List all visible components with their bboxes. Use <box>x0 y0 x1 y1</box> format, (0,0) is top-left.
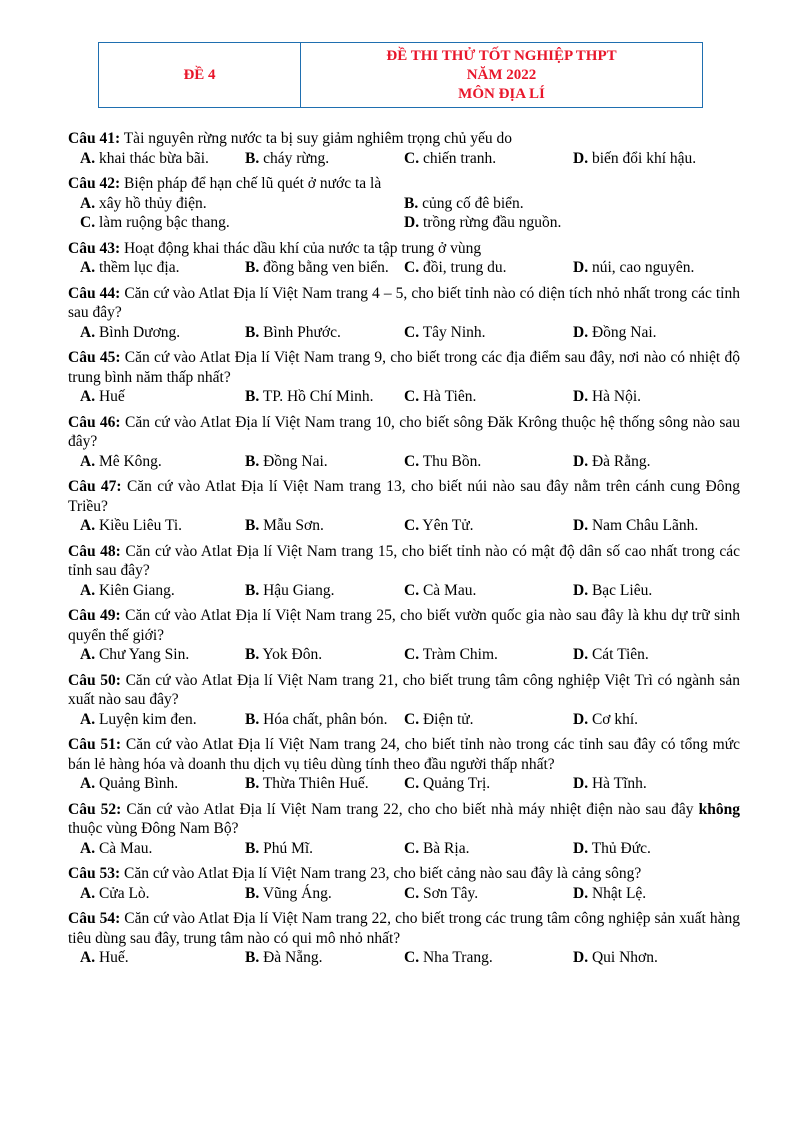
answer-options <box>68 323 740 343</box>
option-text: Nhật Lệ. <box>591 884 647 902</box>
option-letter: B. <box>245 149 260 167</box>
option-text: Đồng Nai. <box>263 452 328 470</box>
option-letter: C. <box>404 949 420 966</box>
option-text: Mê Kông. <box>98 452 162 470</box>
question-text: Căn cứ vào Atlat Địa lí Việt Nam trang 22, cho cho biết nhà máy nhiệt điện nào sau đây <box>126 800 699 818</box>
question-label: Câu 49: <box>68 607 121 624</box>
option-text: Quảng Bình. <box>98 775 179 792</box>
question-stem <box>68 174 740 194</box>
option-text: Đồng Nai. <box>591 323 657 341</box>
answer-option <box>404 581 573 601</box>
answer-option <box>245 774 404 794</box>
question-label: Câu 45: <box>68 349 121 366</box>
question-label: Câu 51: <box>68 736 122 753</box>
option-letter: C. <box>404 775 420 792</box>
question-text: Căn cứ vào Atlat Địa lí Việt Nam trang 13, cho biết núi nào sau đây nằm trên cánh cung Đông Triều? <box>68 478 740 515</box>
question-stem <box>68 284 740 323</box>
option-text: Kiên Giang. <box>98 581 175 599</box>
answer-option <box>573 452 651 472</box>
answer-option <box>80 452 245 472</box>
option-text: Chư Yang Sin. <box>98 646 190 663</box>
answer-options <box>68 258 740 278</box>
option-letter: A. <box>80 839 96 857</box>
answer-option <box>404 323 573 343</box>
option-letter: A. <box>80 884 96 902</box>
question-stem <box>68 239 740 259</box>
answer-option <box>404 452 573 472</box>
option-letter: B. <box>245 452 260 470</box>
question-label: Câu 43: <box>68 239 121 257</box>
answer-option <box>80 258 245 278</box>
answer-option <box>404 258 573 278</box>
option-text: chiến tranh. <box>422 149 497 167</box>
answer-option <box>245 645 404 665</box>
option-text: biến đổi khí hậu. <box>591 149 697 167</box>
option-letter: D. <box>404 214 420 231</box>
answer-option <box>245 884 404 904</box>
option-text: Huế <box>98 388 125 405</box>
answer-option <box>80 516 245 536</box>
answer-options <box>68 387 740 407</box>
option-letter: C. <box>404 323 420 341</box>
answer-option <box>404 774 573 794</box>
option-letter: D. <box>573 710 589 728</box>
option-letter: C. <box>80 214 96 231</box>
option-letter: C. <box>404 517 420 534</box>
question-text: Biện pháp để hạn chế lũ quét ở nước ta là <box>123 175 382 192</box>
option-text: Cà Mau. <box>98 839 153 857</box>
answer-option <box>404 948 573 968</box>
option-letter: C. <box>404 710 420 728</box>
option-letter: C. <box>404 149 420 167</box>
option-letter: A. <box>80 194 96 212</box>
option-letter: D. <box>573 388 589 405</box>
option-letter: A. <box>80 149 96 167</box>
answer-option <box>245 149 404 169</box>
question-label: Câu 53: <box>68 865 121 882</box>
answer-option <box>80 884 245 904</box>
answer-options <box>68 948 740 968</box>
answer-option <box>245 258 404 278</box>
question-48 <box>68 542 740 601</box>
option-letter: B. <box>245 259 260 276</box>
answer-option <box>404 387 573 407</box>
answer-option <box>245 839 404 859</box>
option-text: Phú Mĩ. <box>263 839 314 857</box>
answer-options <box>68 839 740 859</box>
question-49 <box>68 606 740 665</box>
option-letter: C. <box>404 884 420 902</box>
answer-option <box>404 645 573 665</box>
answer-options <box>68 194 740 233</box>
option-letter: B. <box>245 775 260 792</box>
option-text: Điện tử. <box>422 710 474 728</box>
option-text: Cửa Lò. <box>98 884 150 902</box>
option-letter: B. <box>245 517 260 534</box>
option-letter: A. <box>80 581 96 599</box>
exam-subject: MÔN ĐỊA LÍ <box>458 85 545 102</box>
answer-option <box>80 645 245 665</box>
question-stem <box>68 800 740 839</box>
question-stem <box>68 909 740 948</box>
option-text: Hà Nội. <box>591 388 642 405</box>
option-text: Huế. <box>98 949 129 966</box>
question-text: Căn cứ vào Atlat Địa lí Việt Nam trang 22, cho biết trong các trung tâm công nghiệp sản xuất hàng tiêu dùng sau đây, trung tâm nào có qui mô nhỏ nhất? <box>68 910 740 947</box>
question-text: Căn cứ vào Atlat Địa lí Việt Nam trang 25, cho biết vườn quốc gia nào sau đây là khu dự trữ sinh quyển thế giới? <box>68 607 740 644</box>
question-44 <box>68 284 740 343</box>
option-text: Đà Nẵng. <box>263 949 323 966</box>
question-label: Câu 41: <box>68 130 121 147</box>
answer-option <box>80 387 245 407</box>
option-text: Sơn Tây. <box>422 884 479 902</box>
option-text: thềm lục địa. <box>98 259 180 276</box>
option-text: Tràm Chim. <box>422 646 498 663</box>
option-letter: C. <box>404 388 420 405</box>
answer-option <box>573 387 641 407</box>
option-letter: D. <box>573 775 589 792</box>
option-text: Tây Ninh. <box>422 323 486 341</box>
question-text: Căn cứ vào Atlat Địa lí Việt Nam trang 10, cho biết sông Đăk Krông thuộc hệ thống sông nào sau đây? <box>68 413 740 450</box>
option-letter: D. <box>573 884 589 902</box>
option-letter: B. <box>245 323 260 341</box>
option-text: Hậu Giang. <box>263 581 335 599</box>
option-letter: D. <box>573 581 589 599</box>
answer-options <box>68 645 740 665</box>
answer-option <box>80 581 245 601</box>
answer-option <box>245 948 404 968</box>
question-54 <box>68 909 740 968</box>
answer-option <box>80 710 245 730</box>
question-stem <box>68 477 740 516</box>
answer-option <box>573 258 694 278</box>
option-letter: B. <box>245 949 260 966</box>
question-stem <box>68 735 740 774</box>
answer-option <box>404 884 573 904</box>
option-text: Thừa Thiên Huế. <box>262 775 369 792</box>
question-text: Căn cứ vào Atlat Địa lí Việt Nam trang 4 – 5, cho biết tỉnh nào có diện tích nhỏ nhất trong các tỉnh sau đây? <box>68 284 740 321</box>
answer-option <box>80 194 404 214</box>
question-45 <box>68 348 740 407</box>
exam-header <box>98 42 703 108</box>
option-letter: C. <box>404 646 420 663</box>
question-stem <box>68 606 740 645</box>
question-label: Câu 48: <box>68 542 121 560</box>
option-text: Bình Dương. <box>98 323 181 341</box>
option-text: đồi, trung du. <box>422 259 507 276</box>
option-letter: A. <box>80 775 96 792</box>
question-label: Câu 46: <box>68 413 121 431</box>
option-text: Nam Châu Lãnh. <box>591 517 699 534</box>
answer-option <box>573 516 698 536</box>
question-46 <box>68 413 740 472</box>
option-letter: A. <box>80 323 96 341</box>
question-label: Câu 44: <box>68 284 121 302</box>
option-letter: C. <box>404 259 420 276</box>
answer-option <box>573 581 652 601</box>
option-text: TP. Hồ Chí Minh. <box>262 388 374 405</box>
option-text: Bà Rịa. <box>422 839 470 857</box>
option-letter: A. <box>80 517 96 534</box>
question-label: Câu 42: <box>68 175 121 192</box>
option-text: khai thác bừa bãi. <box>98 149 209 167</box>
answer-options <box>68 581 740 601</box>
question-stem <box>68 671 740 710</box>
option-text: Hà Tiên. <box>422 388 477 405</box>
option-letter: C. <box>404 581 420 599</box>
answer-options <box>68 710 740 730</box>
option-text: cháy rừng. <box>263 149 330 167</box>
question-41 <box>68 129 740 168</box>
question-text: Căn cứ vào Atlat Địa lí Việt Nam trang 23, cho biết cảng nào sau đây là cảng sông? <box>123 865 642 882</box>
option-text: Bạc Liêu. <box>591 581 653 599</box>
option-text: củng cố đê biển. <box>422 194 524 212</box>
option-letter: A. <box>80 388 96 405</box>
question-stem <box>68 129 740 149</box>
option-text: Quảng Trị. <box>422 775 491 792</box>
option-letter: B. <box>404 194 419 212</box>
option-letter: A. <box>80 949 96 966</box>
option-text: Hà Tĩnh. <box>591 775 647 792</box>
option-text: đồng bằng ven biển. <box>263 259 389 276</box>
question-label: Câu 47: <box>68 478 122 495</box>
option-text: xây hồ thủy điện. <box>98 194 207 212</box>
option-text: trồng rừng đầu nguồn. <box>422 214 562 231</box>
answer-options <box>68 149 740 169</box>
question-list <box>68 129 740 974</box>
option-text: Yok Đôn. <box>262 646 323 663</box>
option-letter: D. <box>573 949 589 966</box>
question-stem <box>68 864 740 884</box>
answer-option <box>80 774 245 794</box>
answer-option <box>404 213 728 233</box>
exam-title-block <box>301 43 702 107</box>
answer-option <box>245 452 404 472</box>
answer-option <box>404 839 573 859</box>
question-text: Căn cứ vào Atlat Địa lí Việt Nam trang 9, cho biết trong các địa điểm sau đây, nơi nào có nhiệt độ trung bình năm thấp nhất? <box>68 349 740 386</box>
answer-options <box>68 774 740 794</box>
question-text: thuộc vùng Đông Nam Bộ? <box>68 820 239 837</box>
option-letter: A. <box>80 452 96 470</box>
answer-option <box>573 710 638 730</box>
option-text: Yên Tử. <box>422 517 474 534</box>
question-42 <box>68 174 740 233</box>
question-text: Tài nguyên rừng nước ta bị suy giảm nghiêm trọng chủ yếu do <box>123 130 513 147</box>
question-text: Căn cứ vào Atlat Địa lí Việt Nam trang 15, cho biết tỉnh nào có mật độ dân số cao nhất trong các tỉnh sau đây? <box>68 542 740 579</box>
exam-code: ĐỀ 4 <box>99 43 301 107</box>
answer-option <box>404 710 573 730</box>
option-text: Nha Trang. <box>422 949 493 966</box>
question-51 <box>68 735 740 794</box>
option-letter: B. <box>245 839 260 857</box>
option-letter: C. <box>404 452 420 470</box>
answer-option <box>404 516 573 536</box>
option-text: Bình Phước. <box>263 323 341 341</box>
option-letter: D. <box>573 452 589 470</box>
answer-options <box>68 516 740 536</box>
question-text: Căn cứ vào Atlat Địa lí Việt Nam trang 24, cho biết tỉnh nào trong các tỉnh sau đây có tổng mức bán lẻ hàng hóa và doanh thu dịch vụ tiêu dùng tính theo đầu người thấp nhất? <box>68 736 741 773</box>
option-text: Hóa chất, phân bón. <box>263 710 388 728</box>
question-stem <box>68 413 740 452</box>
option-text: Mẫu Sơn. <box>263 517 324 534</box>
answer-option <box>573 839 651 859</box>
option-text: Đà Rằng. <box>591 452 651 470</box>
question-53 <box>68 864 740 903</box>
question-43 <box>68 239 740 278</box>
answer-option <box>573 149 696 169</box>
option-letter: B. <box>245 710 260 728</box>
answer-option <box>573 645 649 665</box>
option-text: Cơ khí. <box>591 710 639 728</box>
answer-option <box>404 194 728 214</box>
question-label: Câu 52: <box>68 800 122 818</box>
answer-options <box>68 452 740 472</box>
answer-option <box>245 581 404 601</box>
answer-option <box>80 839 245 859</box>
option-letter: B. <box>245 884 260 902</box>
option-text: Vũng Áng. <box>262 884 332 902</box>
answer-option <box>404 149 573 169</box>
answer-option <box>573 774 647 794</box>
question-stem <box>68 348 740 387</box>
answer-option <box>80 948 245 968</box>
option-letter: A. <box>80 710 96 728</box>
question-52 <box>68 800 740 859</box>
answer-option <box>573 948 658 968</box>
option-letter: C. <box>404 839 420 857</box>
option-text: làm ruộng bậc thang. <box>98 214 230 231</box>
option-text: Luyện kim đen. <box>98 710 197 728</box>
answer-option <box>80 149 245 169</box>
answer-option <box>573 323 657 343</box>
option-letter: D. <box>573 259 589 276</box>
answer-option <box>245 516 404 536</box>
option-text: Cà Mau. <box>422 581 477 599</box>
option-letter: D. <box>573 149 589 167</box>
answer-option <box>573 884 646 904</box>
question-label: Câu 50: <box>68 671 121 689</box>
exam-year: NĂM 2022 <box>466 66 537 83</box>
question-label: Câu 54: <box>68 910 121 927</box>
question-text: Hoạt động khai thác dầu khí của nước ta tập trung ở vùng <box>123 239 482 257</box>
answer-option <box>80 323 245 343</box>
option-text: núi, cao nguyên. <box>591 259 695 276</box>
answer-option <box>245 710 404 730</box>
answer-option <box>80 213 404 233</box>
question-stem <box>68 542 740 581</box>
option-text: Kiều Liêu Ti. <box>98 517 183 534</box>
question-47 <box>68 477 740 536</box>
exam-title: ĐỀ THI THỬ TỐT NGHIỆP THPT <box>386 47 617 64</box>
option-text: Qui Nhơn. <box>591 949 658 966</box>
option-letter: D. <box>573 323 589 341</box>
answer-option <box>245 387 404 407</box>
option-text: Thủ Đức. <box>591 839 651 857</box>
question-text-emphasis: không <box>698 800 740 818</box>
option-letter: D. <box>573 839 589 857</box>
option-letter: D. <box>573 646 589 663</box>
answer-options <box>68 884 740 904</box>
option-letter: B. <box>245 388 260 405</box>
answer-option <box>245 323 404 343</box>
option-letter: D. <box>573 517 589 534</box>
option-letter: B. <box>245 646 260 663</box>
option-text: Thu Bồn. <box>422 452 482 470</box>
option-text: Cát Tiên. <box>591 646 649 663</box>
question-50 <box>68 671 740 730</box>
question-text: Căn cứ vào Atlat Địa lí Việt Nam trang 21, cho biết trung tâm công nghiệp Việt Trì có ngành sản xuất nào sau đây? <box>68 671 740 708</box>
option-letter: A. <box>80 646 96 663</box>
option-letter: B. <box>245 581 260 599</box>
option-letter: A. <box>80 259 96 276</box>
